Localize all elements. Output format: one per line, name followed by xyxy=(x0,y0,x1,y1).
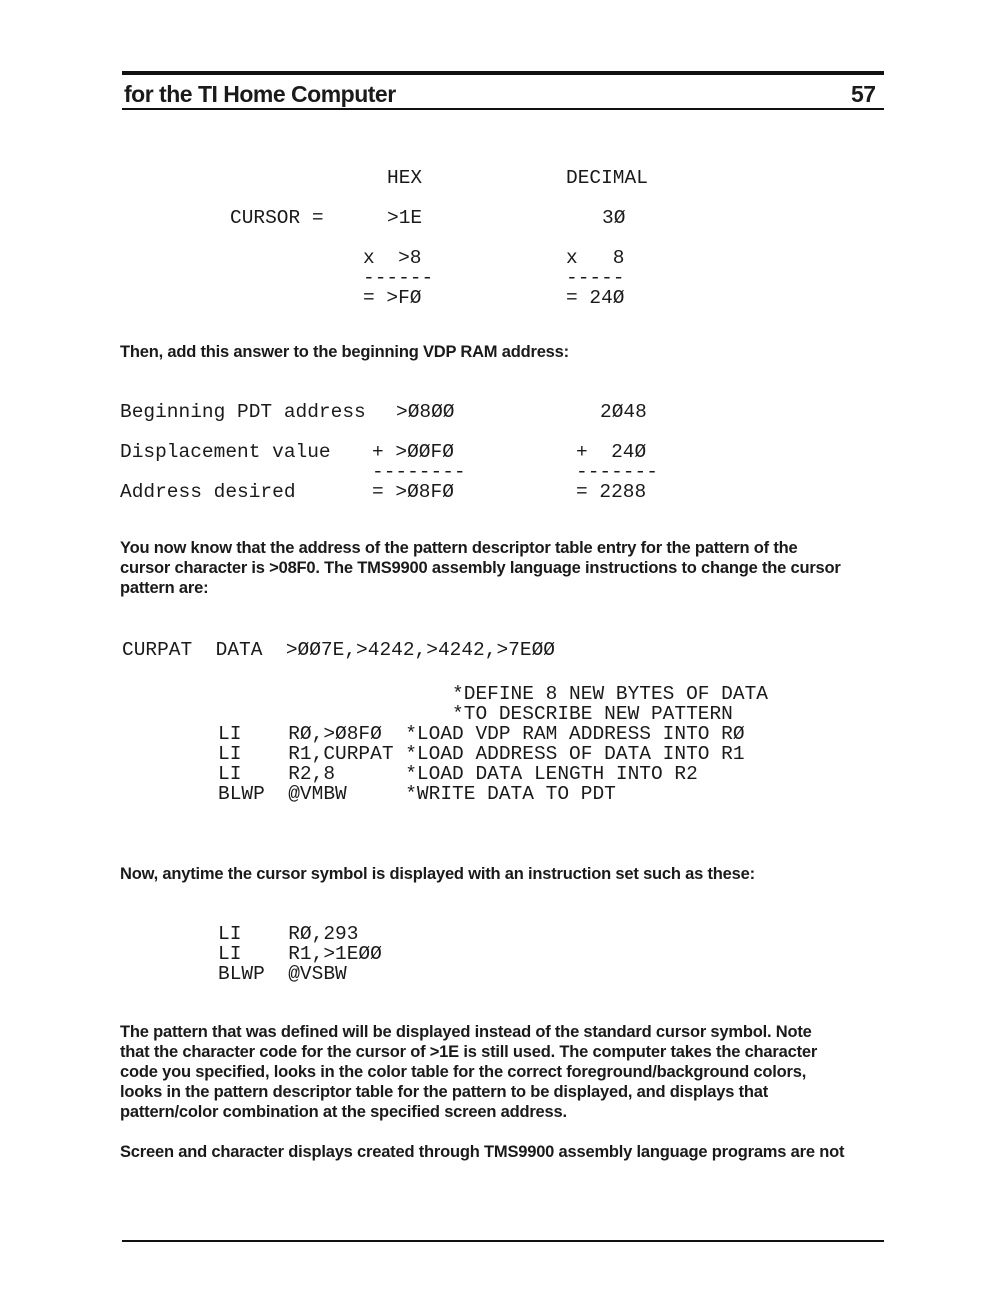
code-line: *DEFINE 8 NEW BYTES OF DATA xyxy=(218,683,768,705)
row-result-hex: = >Ø8FØ xyxy=(372,481,454,503)
row-displacement-hex: + >ØØFØ xyxy=(372,441,454,463)
paragraph-line: pattern are: xyxy=(120,579,209,597)
code-line: LI R1,>1EØØ xyxy=(218,943,382,965)
paragraph-line: You now know that the address of the pattern descriptor table entry for the pattern of the xyxy=(120,539,798,557)
code-listing-2 xyxy=(218,923,382,1004)
running-title: for the TI Home Computer xyxy=(124,81,396,107)
dec-separator: ----- xyxy=(566,267,625,289)
code-line: BLWP @VMBW *WRITE DATA TO PDT xyxy=(218,783,616,805)
row-result-dec: = 2288 xyxy=(576,481,647,503)
code-listing xyxy=(218,683,768,824)
address-hex-separator: -------- xyxy=(372,461,466,483)
row-displacement-label: Displacement value xyxy=(120,441,331,463)
closing-paragraph: Screen and character displays created through TMS9900 assembly language programs are not xyxy=(120,1143,845,1161)
hex-product: = >FØ xyxy=(363,287,422,309)
result-paragraph xyxy=(120,1022,895,1122)
col-header-hex: HEX xyxy=(387,167,423,189)
cursor-dec-value: 3Ø xyxy=(602,207,626,229)
header-bottom-rule xyxy=(122,108,884,110)
code-line: LI RØ,>Ø8FØ *LOAD VDP RAM ADDRESS INTO RØ xyxy=(218,723,745,745)
row-result-label: Address desired xyxy=(120,481,296,503)
code-line: LI R2,8 *LOAD DATA LENGTH INTO R2 xyxy=(218,763,698,785)
header-top-rule xyxy=(122,71,884,75)
code-line: BLWP @VSBW xyxy=(218,963,347,985)
paragraph-line: looks in the pattern descriptor table for the pattern to be displayed, and displays that xyxy=(120,1083,769,1101)
footer-rule xyxy=(122,1240,884,1242)
cursor-label: CURSOR = xyxy=(230,207,324,229)
cursor-hex-value: >1E xyxy=(387,207,423,229)
paragraph-line: that the character code for the cursor of >1E is still used. The computer takes the character xyxy=(120,1043,818,1061)
paragraph-line: The pattern that was defined will be displayed instead of the standard cursor symbol. Note xyxy=(120,1023,812,1041)
row-beginning-label: Beginning PDT address xyxy=(120,401,366,423)
row-beginning-dec: 2Ø48 xyxy=(600,401,647,423)
row-beginning-hex: >Ø8ØØ xyxy=(396,401,455,423)
hex-multiplier: x >8 xyxy=(363,247,422,269)
paragraph-line: pattern/color combination at the specified screen address. xyxy=(120,1103,567,1121)
page-number: 57 xyxy=(851,81,876,107)
dec-product: = 24Ø xyxy=(566,287,625,309)
address-dec-separator: ------- xyxy=(576,461,658,483)
paragraph-line: cursor character is >08F0. The TMS9900 assembly language instructions to change the cursor xyxy=(120,559,841,577)
dec-multiplier: x 8 xyxy=(566,247,625,269)
explanation-paragraph xyxy=(120,538,895,598)
row-displacement-dec: + 24Ø xyxy=(576,441,647,463)
code-data-line: CURPAT DATA >ØØ7E,>4242,>4242,>7EØØ xyxy=(122,639,555,661)
code-line: LI RØ,293 xyxy=(218,923,359,945)
hex-separator: ------ xyxy=(363,267,434,289)
code-line: LI R1,CURPAT *LOAD ADDRESS OF DATA INTO R1 xyxy=(218,743,745,765)
code-line: *TO DESCRIBE NEW PATTERN xyxy=(218,703,733,725)
paragraph-line: code you specified, looks in the color table for the correct foreground/background colors, xyxy=(120,1063,807,1081)
col-header-decimal: DECIMAL xyxy=(566,167,648,189)
instruction-paragraph: Now, anytime the cursor symbol is displayed with an instruction set such as these: xyxy=(120,865,755,883)
intro-paragraph: Then, add this answer to the beginning VDP RAM address: xyxy=(120,343,569,361)
